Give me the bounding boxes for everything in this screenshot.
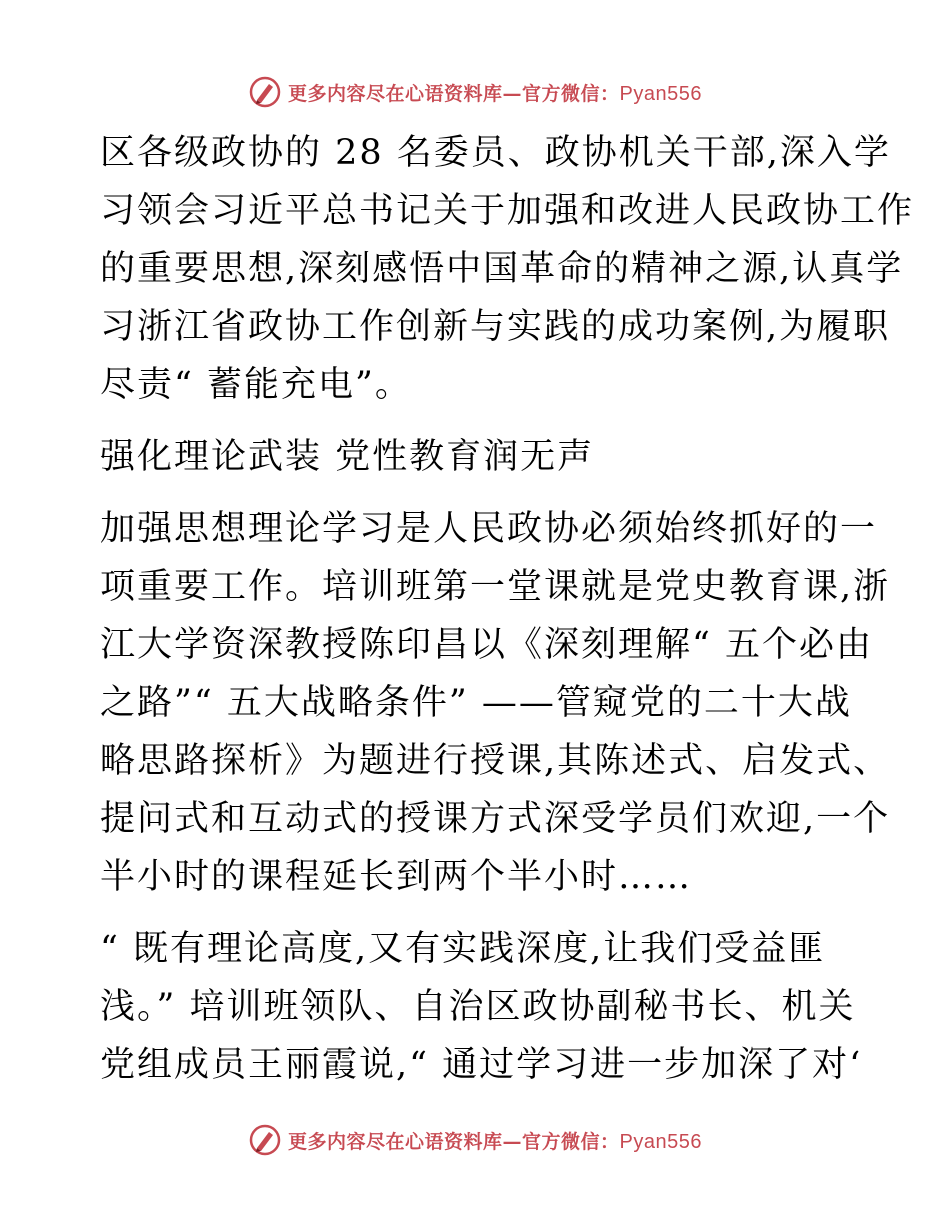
text-line: 项重要工作。培训班第一堂课就是党史教育课,浙 [100, 567, 891, 607]
footer-wechat-id: Pyan556 [619, 1130, 702, 1153]
text-line: 区各级政协的 28 名委员、政协机关干部,深入学 [100, 133, 891, 173]
paragraph-1 [100, 124, 915, 414]
page-header [0, 70, 950, 114]
section-heading [100, 428, 860, 486]
header-banner [248, 75, 702, 109]
pen-logo-icon [248, 1123, 282, 1157]
page-footer [0, 1118, 950, 1162]
text-line: 浅。” 培训班领队、自治区政协副秘书长、机关 [100, 987, 856, 1027]
heading-line: 强化理论武装 党性教育润无声 [100, 437, 595, 477]
header-banner-text: 更多内容尽在心语资料库—官方微信：Pyan556 [288, 82, 702, 105]
text-line: 的重要思想,深刻感悟中国革命的精神之源,认真学 [100, 249, 904, 289]
footer-banner [248, 1123, 702, 1157]
text-line: 习领会习近平总书记关于加强和改进人民政协工作 [100, 191, 915, 231]
text-line: “ 既有理论高度,又有实践深度,让我们受益匪 [100, 929, 826, 969]
text-line: 略思路探析》为题进行授课,其陈述式、启发式、 [100, 741, 891, 781]
text-line: 党组成员王丽霞说,“ 通过学习进一步加深了对‘ [100, 1045, 863, 1085]
text-line: 习浙江省政协工作创新与实践的成功案例,为履职 [100, 307, 891, 347]
header-wechat-id: Pyan556 [619, 82, 702, 105]
paragraph-2 [100, 500, 891, 906]
text-line: 提问式和互动式的授课方式深受学员们欢迎,一个 [100, 799, 891, 839]
text-line: 加强思想理论学习是人民政协必须始终抓好的一 [100, 509, 878, 549]
text-line: 半小时的课程延长到两个半小时…… [100, 857, 693, 897]
pen-logo-icon [248, 75, 282, 109]
text-line: 江大学资深教授陈印昌以《深刻理解“ 五个必由 [100, 625, 874, 665]
paragraph-3 [100, 920, 863, 1094]
text-line: 之路”“ 五大战略条件” ——管窥党的二十大战 [100, 683, 852, 723]
text-line: 尽责“ 蓄能充电”。 [100, 365, 412, 405]
footer-banner-text: 更多内容尽在心语资料库—官方微信：Pyan556 [288, 1130, 702, 1153]
document-body [100, 124, 915, 1094]
